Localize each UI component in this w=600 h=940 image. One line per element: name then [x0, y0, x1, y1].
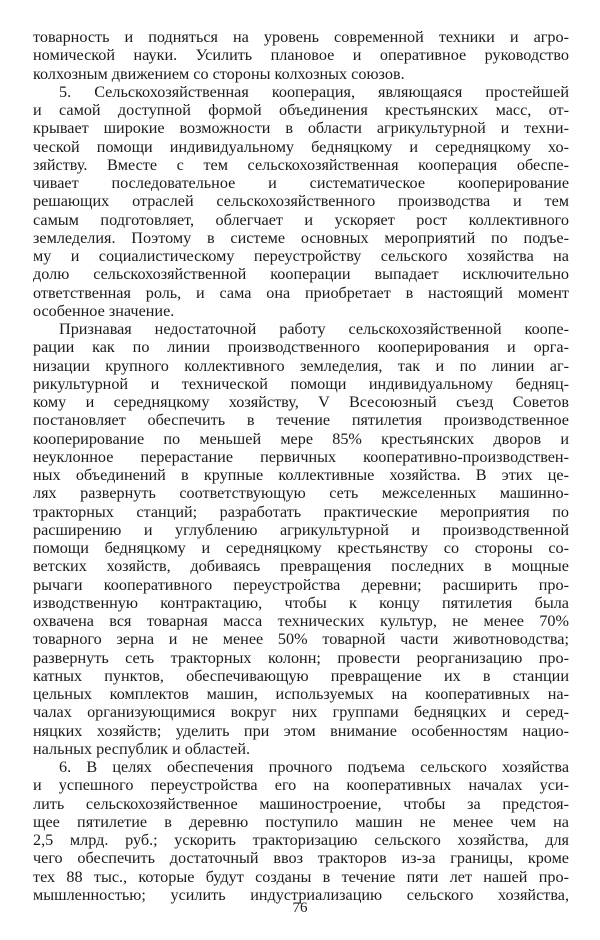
page-number: 76	[292, 900, 308, 916]
paragraph	[33, 320, 569, 758]
text-line: ветских хозяйств, добиваясь превращения последних в мощные	[33, 557, 569, 576]
text-line: особенное значение.	[33, 301, 175, 320]
text-line: изводственную контрактацию, чтобы к концу пятилетия была	[33, 593, 569, 612]
text-line: лях развернуть соответствующую сеть межселенных машинно-	[33, 484, 569, 503]
paragraph	[33, 28, 569, 83]
text-line: рикультурной и технической помощи индивидуальному бедняц-	[33, 374, 569, 393]
text-line: зяйству. Вместе с тем сельскохозяйственная кооперация обеспе-	[33, 155, 569, 174]
text-line: ческой помощи индивидуальному бедняцкому и середняцкому хо-	[33, 137, 569, 156]
text-line: чивает последовательное и систематическое кооперирование	[33, 174, 569, 192]
text-line: Признавая недостаточной работу сельскохозяйственной коопе-	[59, 320, 569, 338]
text-line: охвачена вся товарная масса технических культур, не менее 70%	[33, 612, 569, 630]
text-line: и успешного переустройства его на кооперативных началах уси-	[33, 776, 569, 795]
text-line: ответственная роль, и сама она приобретает в настоящий момент	[33, 283, 569, 302]
text-line: и самой доступной формой объединения крестьянских масс, от-	[33, 101, 569, 119]
text-line: колхозным движением со стороны колхозных союзов.	[33, 64, 405, 83]
text-line: нальных республик и областей.	[33, 739, 251, 758]
text-line: чалах организующимися вокруг них группами бедняцких и серед-	[33, 703, 569, 722]
text-line: рации как по линии производственного кооперирования и орга-	[33, 338, 569, 357]
text-line: 2,5 млрд. руб.; ускорить тракторизацию сельского хозяйства, для	[33, 831, 569, 849]
text-line: ных объединений в крупные коллективные хозяйства. В этих це-	[33, 466, 569, 484]
text-line: постановляет обеспечить в течение пятилетия производственное	[33, 411, 569, 430]
text-line: решающих отраслей сельскохозяйственного производства и тем	[33, 192, 569, 211]
text-line: товарность и подняться на уровень современной техники и агро-	[33, 28, 569, 46]
text-line: катных пунктов, обеспечивающую превращение их в станции	[33, 666, 569, 685]
text-line: расширению и углублению агрикультурной и производственной	[33, 520, 569, 539]
text-line: кому и середняцкому хозяйству, V Всесоюзный съезд Советов	[33, 393, 569, 411]
text-line: лить сельскохозяйственное машиностроение, чтобы за предстоя-	[33, 794, 569, 813]
text-line: крывает широкие возможности в области агрикультурной и техни-	[33, 119, 569, 138]
text-line: товарного зерна и не менее 50% товарной части животноводства;	[33, 630, 569, 649]
text-line: 6. В целях обеспечения прочного подъема сельского хозяйства	[59, 758, 569, 776]
text-line: помощи бедняцкому и середняцкому крестьянству со стороны со-	[33, 539, 569, 557]
text-line: неуклонное перерастание первичных кооперативно-производствен-	[33, 447, 569, 466]
text-line: цельных комплектов машин, используемых на кооперативных на-	[33, 685, 569, 703]
paragraph	[33, 758, 569, 904]
text-line: тракторных станций; разработать практические мероприятия по	[33, 502, 569, 521]
text-line: земледелия. Поэтому в системе основных мероприятий по подъе-	[33, 228, 569, 247]
text-line: мышленностью; усилить индустриализацию сельского хозяйства,	[33, 885, 569, 904]
text-line: кооперирование по меньшей мере 85% крестьянских дворов и	[33, 429, 569, 448]
text-line: няцких хозяйств; уделить при этом внимание особенностям нацио-	[33, 721, 569, 740]
paragraph	[33, 83, 569, 320]
text-line: развернуть сеть тракторных колонн; провести реорганизацию про-	[33, 648, 569, 667]
text-line: низации крупного коллективного земледелия, так и по линии аг-	[33, 356, 569, 375]
text-line: тех 88 тыс., которые будут созданы в течение пяти лет нашей про-	[33, 867, 569, 886]
text-line: рычаги кооперативного переустройства деревни; расширить про-	[33, 575, 569, 594]
text-line: му и социалистическому переустройству сельского хозяйства на	[33, 247, 569, 265]
page-body	[33, 28, 569, 904]
text-line: самым подготовляет, облегчает и ускоряет рост коллективного	[33, 210, 569, 229]
text-line: 5. Сельскохозяйственная кооперация, являющаяся простейшей	[59, 82, 569, 101]
text-line: чего обеспечить достаточный ввоз тракторов из-за границы, кроме	[33, 849, 569, 868]
text-line: щее пятилетие в деревню поступило машин не менее чем на	[33, 812, 569, 831]
text-line: долю сельскохозяйственной кооперации выпадает исключительно	[33, 265, 569, 284]
text-line: номической науки. Усилить плановое и оперативное руководство	[33, 46, 569, 65]
